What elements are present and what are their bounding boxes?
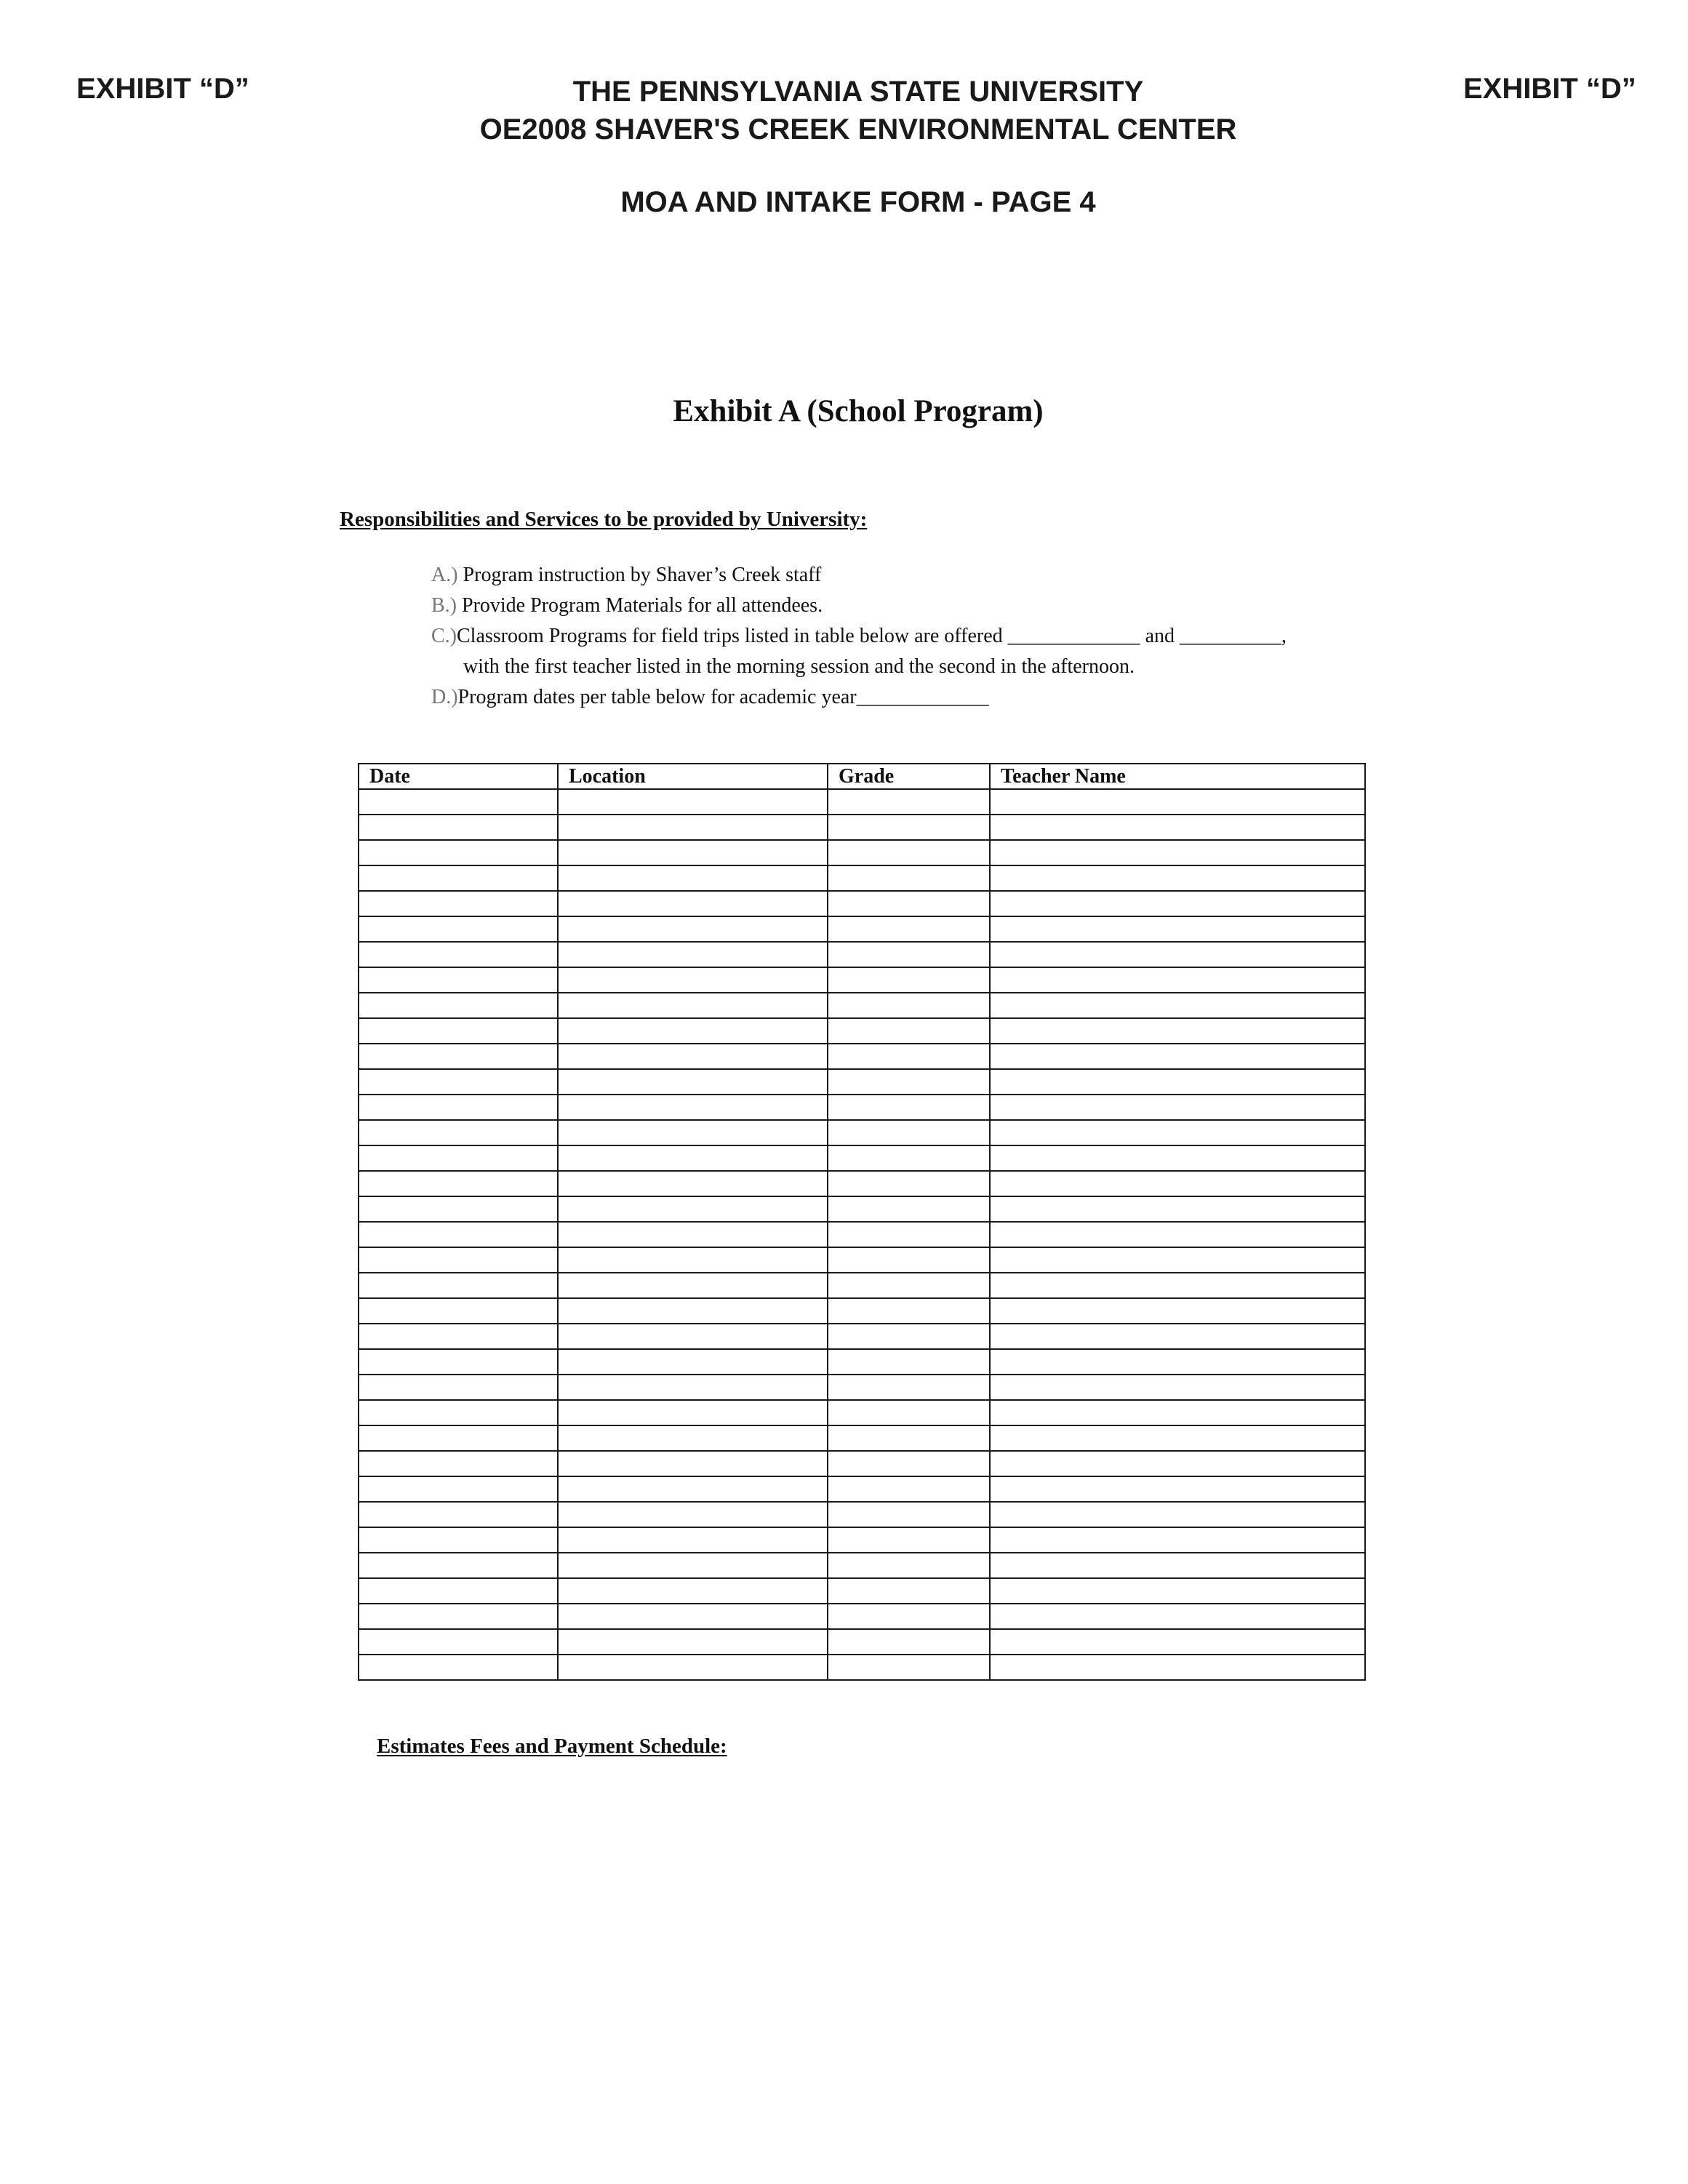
date-cell[interactable] bbox=[359, 1247, 558, 1273]
location-cell[interactable] bbox=[558, 1476, 828, 1502]
teacher-name-cell[interactable] bbox=[990, 1502, 1365, 1527]
exhibit-label-left: EXHIBIT “D” bbox=[76, 73, 249, 105]
form-page-title: MOA AND INTAKE FORM - PAGE 4 bbox=[620, 186, 1096, 218]
responsibility-item-d bbox=[431, 682, 1287, 713]
grade-cell[interactable] bbox=[828, 1196, 990, 1222]
teacher-name-cell[interactable] bbox=[990, 1349, 1365, 1375]
teacher-name-cell[interactable] bbox=[990, 1400, 1365, 1425]
location-cell[interactable] bbox=[558, 815, 828, 840]
grade-cell[interactable] bbox=[828, 1069, 990, 1095]
table-row bbox=[359, 1451, 1365, 1476]
grade-cell[interactable] bbox=[828, 891, 990, 916]
grade-cell[interactable] bbox=[828, 1553, 990, 1578]
table-row bbox=[359, 1629, 1365, 1655]
location-cell[interactable] bbox=[558, 1069, 828, 1095]
table-row bbox=[359, 1145, 1365, 1171]
grade-cell[interactable] bbox=[828, 1120, 990, 1145]
responsibility-item-c-continuation: with the first teacher listed in the morning session and the second in the afternoon. bbox=[463, 655, 1135, 678]
grade-cell[interactable] bbox=[828, 942, 990, 967]
grade-cell[interactable] bbox=[828, 840, 990, 865]
location-cell[interactable] bbox=[558, 1018, 828, 1044]
grade-cell[interactable] bbox=[828, 815, 990, 840]
location-cell[interactable] bbox=[558, 1451, 828, 1476]
table-row bbox=[359, 942, 1365, 967]
teacher-name-cell[interactable] bbox=[990, 1044, 1365, 1069]
table-row bbox=[359, 1655, 1365, 1680]
grade-cell[interactable] bbox=[828, 993, 990, 1018]
date-cell[interactable] bbox=[359, 1655, 558, 1680]
grade-cell[interactable] bbox=[828, 1145, 990, 1171]
exhibit-title: Exhibit A (School Program) bbox=[673, 394, 1044, 428]
location-cell[interactable] bbox=[558, 1553, 828, 1578]
date-cell[interactable] bbox=[359, 1629, 558, 1655]
table-row bbox=[359, 1222, 1365, 1247]
date-cell[interactable] bbox=[359, 1044, 558, 1069]
grade-cell[interactable] bbox=[828, 1527, 990, 1553]
teacher-name-cell[interactable] bbox=[990, 1196, 1365, 1222]
table-body bbox=[359, 789, 1365, 1680]
date-cell[interactable] bbox=[359, 1095, 558, 1120]
grade-cell[interactable] bbox=[828, 1247, 990, 1273]
table-row bbox=[359, 1171, 1365, 1196]
date-cell[interactable] bbox=[359, 1349, 558, 1375]
date-cell[interactable] bbox=[359, 916, 558, 942]
date-cell[interactable] bbox=[359, 789, 558, 815]
exhibit-label-right: EXHIBIT “D” bbox=[1463, 73, 1636, 105]
item-letter: A.) bbox=[431, 564, 458, 586]
date-cell[interactable] bbox=[359, 1298, 558, 1324]
item-text: Provide Program Materials for all attendees. bbox=[457, 594, 823, 617]
table-row bbox=[359, 1273, 1365, 1298]
table-row bbox=[359, 1324, 1365, 1349]
location-cell[interactable] bbox=[558, 1196, 828, 1222]
location-cell[interactable] bbox=[558, 1604, 828, 1629]
item-letter: C.) bbox=[431, 625, 457, 647]
date-cell[interactable] bbox=[359, 1502, 558, 1527]
location-cell[interactable] bbox=[558, 1375, 828, 1400]
grade-cell[interactable] bbox=[828, 1349, 990, 1375]
location-cell[interactable] bbox=[558, 1145, 828, 1171]
date-cell[interactable] bbox=[359, 1196, 558, 1222]
table-row bbox=[359, 1425, 1365, 1451]
teacher-name-cell[interactable] bbox=[990, 916, 1365, 942]
teacher-name-cell[interactable] bbox=[990, 1247, 1365, 1273]
location-cell[interactable] bbox=[558, 1349, 828, 1375]
responsibility-item-c bbox=[431, 621, 1287, 652]
date-cell[interactable] bbox=[359, 1476, 558, 1502]
date-cell[interactable] bbox=[359, 1145, 558, 1171]
column-header-grade: Grade bbox=[828, 764, 990, 789]
teacher-name-cell[interactable] bbox=[990, 1120, 1365, 1145]
table-row bbox=[359, 891, 1365, 916]
grade-cell[interactable] bbox=[828, 1629, 990, 1655]
grade-cell[interactable] bbox=[828, 1375, 990, 1400]
grade-cell[interactable] bbox=[828, 1222, 990, 1247]
location-cell[interactable] bbox=[558, 1247, 828, 1273]
table-row bbox=[359, 1298, 1365, 1324]
teacher-name-cell[interactable] bbox=[990, 1527, 1365, 1553]
date-cell[interactable] bbox=[359, 1018, 558, 1044]
date-cell[interactable] bbox=[359, 1527, 558, 1553]
date-cell[interactable] bbox=[359, 1604, 558, 1629]
item-text: Program dates per table below for academic year_____________ bbox=[457, 686, 989, 708]
date-cell[interactable] bbox=[359, 1120, 558, 1145]
location-cell[interactable] bbox=[558, 1120, 828, 1145]
location-cell[interactable] bbox=[558, 840, 828, 865]
table-row bbox=[359, 1044, 1365, 1069]
table-row bbox=[359, 1018, 1365, 1044]
location-cell[interactable] bbox=[558, 993, 828, 1018]
date-cell[interactable] bbox=[359, 1425, 558, 1451]
grade-cell[interactable] bbox=[828, 1502, 990, 1527]
grade-cell[interactable] bbox=[828, 1298, 990, 1324]
responsibility-item-a bbox=[431, 560, 1287, 591]
table-row bbox=[359, 1604, 1365, 1629]
table-row bbox=[359, 993, 1365, 1018]
table-row bbox=[359, 1553, 1365, 1578]
item-letter: D.) bbox=[431, 686, 458, 708]
teacher-name-cell[interactable] bbox=[990, 1273, 1365, 1298]
teacher-name-cell[interactable] bbox=[990, 1375, 1365, 1400]
grade-cell[interactable] bbox=[828, 1018, 990, 1044]
date-cell[interactable] bbox=[359, 1451, 558, 1476]
grade-cell[interactable] bbox=[828, 1451, 990, 1476]
table-row bbox=[359, 789, 1365, 815]
table-row bbox=[359, 865, 1365, 891]
location-cell[interactable] bbox=[558, 789, 828, 815]
teacher-name-cell[interactable] bbox=[990, 1553, 1365, 1578]
location-cell[interactable] bbox=[558, 1629, 828, 1655]
table-row bbox=[359, 916, 1365, 942]
date-cell[interactable] bbox=[359, 840, 558, 865]
date-cell[interactable] bbox=[359, 1400, 558, 1425]
teacher-name-cell[interactable] bbox=[990, 993, 1365, 1018]
item-text: Program instruction by Shaver’s Creek staff bbox=[457, 564, 822, 586]
grade-cell[interactable] bbox=[828, 865, 990, 891]
teacher-name-cell[interactable] bbox=[990, 1324, 1365, 1349]
date-cell[interactable] bbox=[359, 1069, 558, 1095]
date-cell[interactable] bbox=[359, 1553, 558, 1578]
teacher-name-cell[interactable] bbox=[990, 1222, 1365, 1247]
location-cell[interactable] bbox=[558, 942, 828, 967]
location-cell[interactable] bbox=[558, 1298, 828, 1324]
date-cell[interactable] bbox=[359, 1324, 558, 1349]
grade-cell[interactable] bbox=[828, 1171, 990, 1196]
teacher-name-cell[interactable] bbox=[990, 789, 1365, 815]
table-row bbox=[359, 1349, 1365, 1375]
responsibilities-list bbox=[431, 560, 1287, 713]
grade-cell[interactable] bbox=[828, 967, 990, 993]
location-cell[interactable] bbox=[558, 967, 828, 993]
item-text: Classroom Programs for field trips listed in table below are offered _____________ and __________, bbox=[457, 625, 1287, 647]
date-cell[interactable] bbox=[359, 1375, 558, 1400]
location-cell[interactable] bbox=[558, 1502, 828, 1527]
location-cell[interactable] bbox=[558, 1324, 828, 1349]
table-row bbox=[359, 1527, 1365, 1553]
teacher-name-cell[interactable] bbox=[990, 840, 1365, 865]
date-cell[interactable] bbox=[359, 1222, 558, 1247]
teacher-name-cell[interactable] bbox=[990, 1425, 1365, 1451]
teacher-name-cell[interactable] bbox=[990, 1476, 1365, 1502]
grade-cell[interactable] bbox=[828, 1604, 990, 1629]
teacher-name-cell[interactable] bbox=[990, 1298, 1365, 1324]
teacher-name-cell[interactable] bbox=[990, 1069, 1365, 1095]
table-row bbox=[359, 1095, 1365, 1120]
location-cell[interactable] bbox=[558, 1222, 828, 1247]
table-row bbox=[359, 1578, 1365, 1604]
teacher-name-cell[interactable] bbox=[990, 1629, 1365, 1655]
table-row bbox=[359, 1476, 1365, 1502]
table-row bbox=[359, 840, 1365, 865]
date-cell[interactable] bbox=[359, 1273, 558, 1298]
teacher-name-cell[interactable] bbox=[990, 1145, 1365, 1171]
teacher-name-cell[interactable] bbox=[990, 1095, 1365, 1120]
location-cell[interactable] bbox=[558, 891, 828, 916]
date-cell[interactable] bbox=[359, 891, 558, 916]
location-cell[interactable] bbox=[558, 916, 828, 942]
center-name: OE2008 SHAVER'S CREEK ENVIRONMENTAL CENTER bbox=[479, 113, 1237, 145]
location-cell[interactable] bbox=[558, 1578, 828, 1604]
teacher-name-cell[interactable] bbox=[990, 1018, 1365, 1044]
table-row bbox=[359, 1069, 1365, 1095]
program-schedule-table bbox=[358, 763, 1366, 1681]
column-header-teacher-name: Teacher Name bbox=[990, 764, 1365, 789]
date-cell[interactable] bbox=[359, 1171, 558, 1196]
grade-cell[interactable] bbox=[828, 1095, 990, 1120]
table-row bbox=[359, 1502, 1365, 1527]
university-name: THE PENNSYLVANIA STATE UNIVERSITY bbox=[572, 76, 1144, 108]
teacher-name-cell[interactable] bbox=[990, 815, 1365, 840]
grade-cell[interactable] bbox=[828, 1578, 990, 1604]
teacher-name-cell[interactable] bbox=[990, 1171, 1365, 1196]
location-cell[interactable] bbox=[558, 1655, 828, 1680]
grade-cell[interactable] bbox=[828, 1476, 990, 1502]
teacher-name-cell[interactable] bbox=[990, 1451, 1365, 1476]
table-row bbox=[359, 1120, 1365, 1145]
responsibilities-heading: Responsibilities and Services to be provided by University: bbox=[340, 508, 868, 531]
location-cell[interactable] bbox=[558, 1095, 828, 1120]
table-row bbox=[359, 1196, 1365, 1222]
date-cell[interactable] bbox=[359, 942, 558, 967]
responsibility-item-b bbox=[431, 591, 1287, 621]
teacher-name-cell[interactable] bbox=[990, 967, 1365, 993]
date-cell[interactable] bbox=[359, 815, 558, 840]
location-cell[interactable] bbox=[558, 1273, 828, 1298]
grade-cell[interactable] bbox=[828, 1400, 990, 1425]
location-cell[interactable] bbox=[558, 1171, 828, 1196]
grade-cell[interactable] bbox=[828, 1324, 990, 1349]
teacher-name-cell[interactable] bbox=[990, 1578, 1365, 1604]
grade-cell[interactable] bbox=[828, 789, 990, 815]
document-header bbox=[407, 73, 1309, 221]
date-cell[interactable] bbox=[359, 1578, 558, 1604]
column-header-location: Location bbox=[558, 764, 828, 789]
location-cell[interactable] bbox=[558, 865, 828, 891]
grade-cell[interactable] bbox=[828, 1655, 990, 1680]
table-row bbox=[359, 967, 1365, 993]
fees-heading: Estimates Fees and Payment Schedule: bbox=[377, 1735, 727, 1758]
grade-cell[interactable] bbox=[828, 1425, 990, 1451]
date-cell[interactable] bbox=[359, 865, 558, 891]
teacher-name-cell[interactable] bbox=[990, 865, 1365, 891]
grade-cell[interactable] bbox=[828, 1273, 990, 1298]
grade-cell[interactable] bbox=[828, 916, 990, 942]
column-header-date: Date bbox=[359, 764, 558, 789]
table-row bbox=[359, 1375, 1365, 1400]
table-row bbox=[359, 1247, 1365, 1273]
date-cell[interactable] bbox=[359, 967, 558, 993]
teacher-name-cell[interactable] bbox=[990, 1604, 1365, 1629]
grade-cell[interactable] bbox=[828, 1044, 990, 1069]
teacher-name-cell[interactable] bbox=[990, 942, 1365, 967]
location-cell[interactable] bbox=[558, 1527, 828, 1553]
location-cell[interactable] bbox=[558, 1044, 828, 1069]
date-cell[interactable] bbox=[359, 993, 558, 1018]
table-row bbox=[359, 1400, 1365, 1425]
location-cell[interactable] bbox=[558, 1400, 828, 1425]
location-cell[interactable] bbox=[558, 1425, 828, 1451]
teacher-name-cell[interactable] bbox=[990, 891, 1365, 916]
table-row bbox=[359, 815, 1365, 840]
table-header-row bbox=[359, 764, 1365, 789]
item-letter: B.) bbox=[431, 594, 457, 617]
teacher-name-cell[interactable] bbox=[990, 1655, 1365, 1680]
